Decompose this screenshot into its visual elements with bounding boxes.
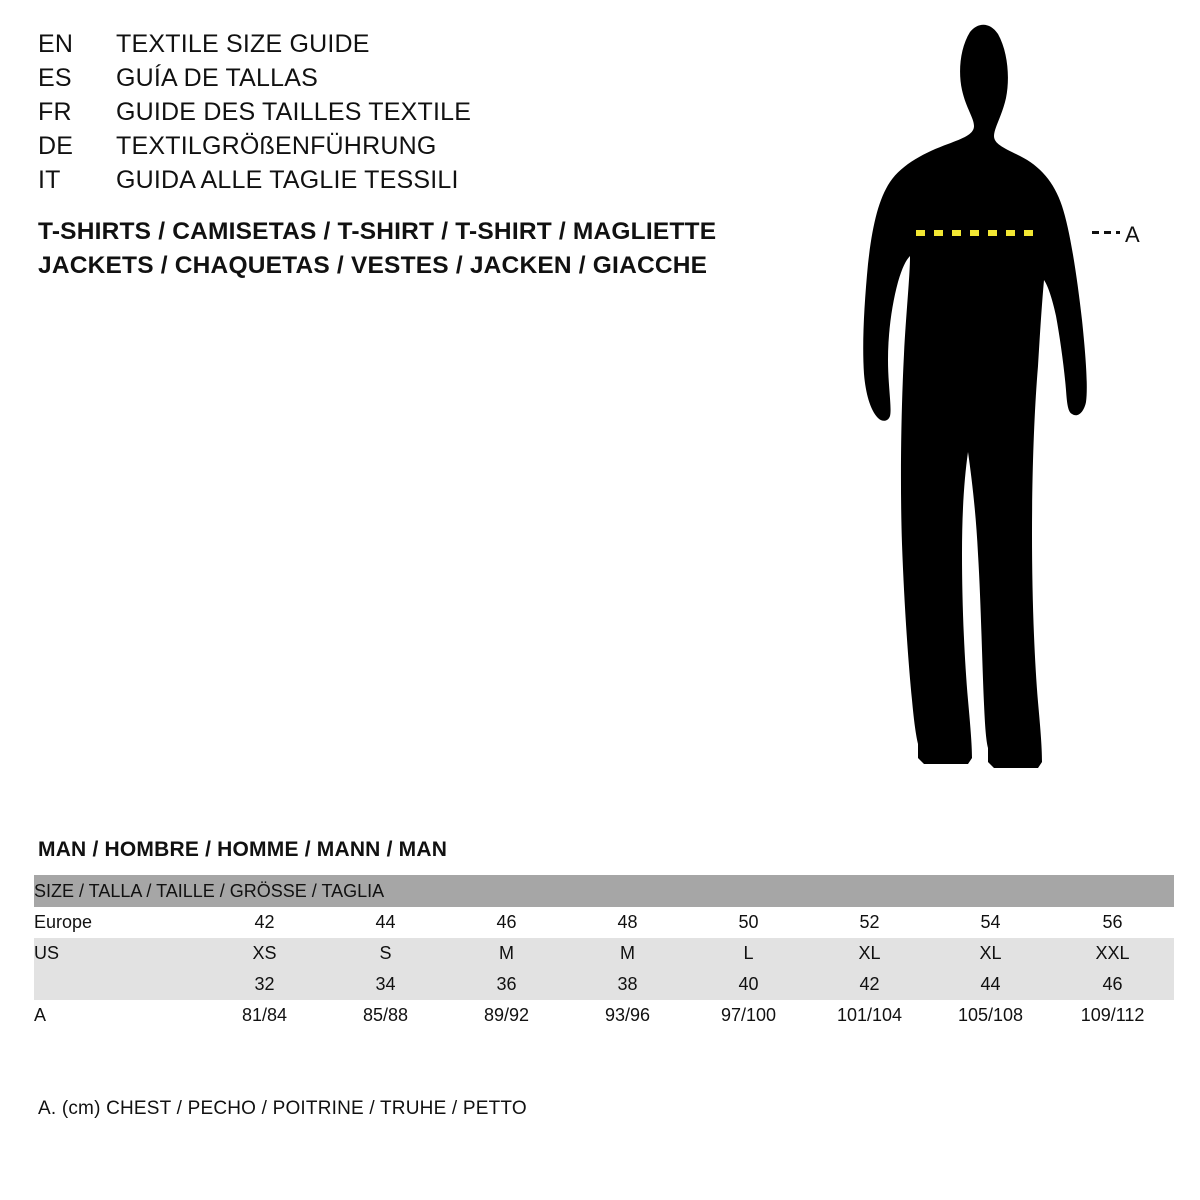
- cell: 46: [1051, 969, 1174, 1000]
- cell: 38: [567, 969, 688, 1000]
- table-row: [34, 907, 1174, 938]
- cell: XL: [809, 938, 930, 969]
- category-tshirts: T-SHIRTS / CAMISETAS / T-SHIRT / T-SHIRT / MAGLIETTE: [38, 218, 717, 245]
- category-jackets: JACKETS / CHAQUETAS / VESTES / JACKEN / GIACCHE: [38, 252, 708, 279]
- cell: 36: [446, 969, 567, 1000]
- cell: 85/88: [325, 1000, 446, 1031]
- cell: 97/100: [688, 1000, 809, 1031]
- table-header-label: SIZE / TALLA / TAILLE / GRÖSSE / TAGLIA: [34, 875, 1174, 907]
- language-row: [38, 64, 758, 98]
- language-code: FR: [38, 98, 72, 126]
- cell: 93/96: [567, 1000, 688, 1031]
- table-row: [34, 969, 1174, 1000]
- male-body-figure: [820, 14, 1180, 794]
- cell: XXL: [1051, 938, 1174, 969]
- language-row: [38, 132, 758, 166]
- category-list: [38, 218, 798, 286]
- language-title: TEXTILGRÖßENFÜHRUNG: [116, 132, 437, 160]
- cell: 81/84: [204, 1000, 325, 1031]
- row-label: [34, 969, 204, 1000]
- cell: 44: [325, 907, 446, 938]
- cell: 89/92: [446, 1000, 567, 1031]
- cell: 40: [688, 969, 809, 1000]
- row-label: US: [34, 938, 204, 969]
- table-footnote: A. (cm) CHEST / PECHO / POITRINE / TRUHE / PETTO: [38, 1098, 527, 1119]
- language-row: [38, 30, 758, 64]
- table-row: [34, 1000, 1174, 1031]
- cell: 109/112: [1051, 1000, 1174, 1031]
- language-row: [38, 98, 758, 132]
- language-code: ES: [38, 64, 72, 92]
- cell: 54: [930, 907, 1051, 938]
- table-header-row: [34, 875, 1174, 907]
- cell: 46: [446, 907, 567, 938]
- chest-measure-label: A: [1125, 222, 1140, 247]
- language-code: IT: [38, 166, 61, 194]
- cell: 32: [204, 969, 325, 1000]
- chest-measure-line: [820, 14, 1180, 794]
- cell: L: [688, 938, 809, 969]
- language-title: TEXTILE SIZE GUIDE: [116, 30, 370, 58]
- language-title: GUIDE DES TAILLES TEXTILE: [116, 98, 472, 126]
- row-label: Europe: [34, 907, 204, 938]
- cell: 44: [930, 969, 1051, 1000]
- cell: 42: [809, 969, 930, 1000]
- cell: 56: [1051, 907, 1174, 938]
- row-label: A: [34, 1000, 204, 1031]
- cell: 50: [688, 907, 809, 938]
- cell: 42: [204, 907, 325, 938]
- language-header-list: [38, 30, 758, 200]
- language-title: GUÍA DE TALLAS: [116, 64, 318, 92]
- cell: 52: [809, 907, 930, 938]
- cell: M: [567, 938, 688, 969]
- language-code: EN: [38, 30, 74, 58]
- cell: 105/108: [930, 1000, 1051, 1031]
- cell: S: [325, 938, 446, 969]
- cell: 48: [567, 907, 688, 938]
- table-row: [34, 938, 1174, 969]
- cell: 101/104: [809, 1000, 930, 1031]
- size-table: [34, 875, 1174, 1031]
- cell: 34: [325, 969, 446, 1000]
- chest-leader-dashes: [1092, 231, 1120, 234]
- language-code: DE: [38, 132, 74, 160]
- cell: XL: [930, 938, 1051, 969]
- table-group-title: MAN / HOMBRE / HOMME / MANN / MAN: [38, 838, 448, 861]
- size-table-section: [34, 838, 1174, 1031]
- language-title: GUIDA ALLE TAGLIE TESSILI: [116, 166, 459, 194]
- cell: M: [446, 938, 567, 969]
- language-row: [38, 166, 758, 200]
- cell: XS: [204, 938, 325, 969]
